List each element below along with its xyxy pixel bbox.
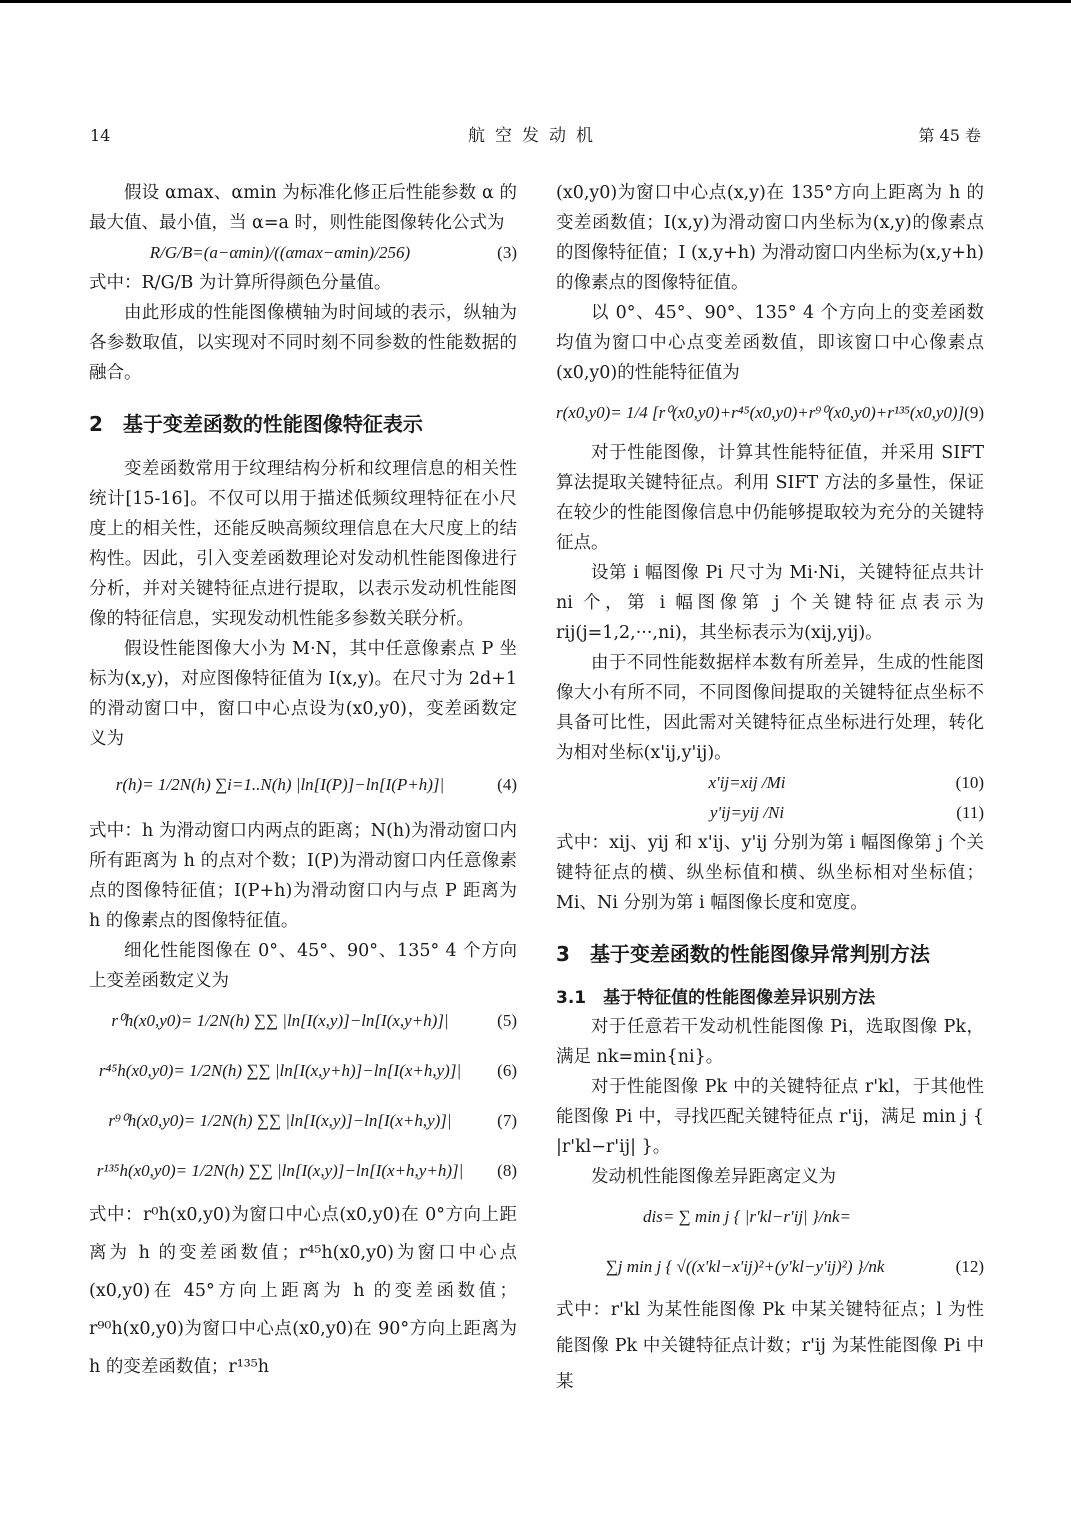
equation-10	[556, 768, 984, 798]
equation-6	[89, 1046, 517, 1096]
paragraph: 由此形成的性能图像横轴为时间域的表示，纵轴为各参数取值，以实现对不同时刻不同参数的性能数据的融合。	[89, 303, 517, 383]
equation-number: (5)	[497, 1011, 517, 1030]
equation-number: (3)	[497, 243, 517, 262]
paragraph: 以 0°、45°、90°、135° 4 个方向上的变差函数均值为窗口中心点变差函数值，即该窗口中心像素点(x0,y0)的性能特征值为	[556, 303, 984, 383]
equation-body: dis= ∑ min j { |r'kl−r'ij| }/nk=	[642, 1207, 852, 1226]
paragraph: 发动机性能图像差异距离定义为	[591, 1167, 836, 1187]
paragraph: 变差函数常用于纹理结构分析和纹理信息的相关性统计[15-16]。不仅可以用于描述低频纹理特征在小尺度上的相关性，还能反映高频纹理信息在大尺度上的结构性。因此，引入变差函数理论对发动机性能图像进行分析，并对关键特征点进行提取，以表示发动机性能图像的特征信息，实现发动机性能多参数关联分析。	[89, 459, 517, 629]
paragraph: 式中：R/G/B 为计算所得颜色分量值。	[89, 273, 392, 293]
top-rule	[0, 0, 1071, 3]
section-heading: 2 基于变差函数的性能图像特征表示	[89, 412, 423, 436]
subsection-heading: 3.1 基于特征值的性能图像差异识别方法	[556, 988, 876, 1008]
paragraph: 对于性能图像 Pk 中的关键特征点 r'kl，于其他性能图像 Pi 中，寻找匹配关键特征点 r'ij，满足 min j { |r'kl−r'ij| }。	[556, 1077, 984, 1157]
equation-body: r(x0,y0)= 1/4 [r⁰(x0,y0)+r⁴⁵(x0,y0)+r⁹⁰(x0,y0)+r¹³⁵(x0,y0)]	[556, 403, 965, 422]
equation-body: r⁰h(x0,y0)= 1/2N(h) ∑∑ |ln[I(x,y)]−ln[I(x,y+h)]|	[111, 1011, 449, 1030]
equation-5	[89, 996, 517, 1046]
equation-number: (9)	[964, 403, 984, 422]
left-column	[89, 178, 517, 1386]
paragraph: 假设性能图像大小为 M·N，其中任意像素点 P 坐标为(x,y)，对应图像特征值为 I(x,y)。在尺寸为 2d+1 的滑动窗口中，窗口中心点设为(x0,y0)，变差函数定义为	[89, 639, 517, 749]
equation-number: (4)	[497, 775, 517, 794]
paragraph: (x0,y0)为窗口中心点(x,y)在 135°方向上距离为 h 的变差函数值；I(x,y)为滑动窗口内坐标为(x,y)的像素点的图像特征值；I (x,y+h) 为滑动窗口内坐标为(x,y+h)的像素点的图像特征值。	[556, 183, 984, 293]
paragraph: 式中：h 为滑动窗口内两点的距离；N(h)为滑动窗口内所有距离为 h 的点对个数；I(P)为滑动窗口内任意像素点的图像特征值；I(P+h)为滑动窗口内与点 P 距离为 h 的像素点的图像特征值。	[89, 821, 517, 931]
equation-12b	[556, 1242, 984, 1292]
equation-body: y'ij=yij /Ni	[709, 803, 785, 822]
equation-number: (8)	[497, 1161, 517, 1180]
paragraph: 假设 αmax、αmin 为标准化修正后性能参数 α 的最大值、最小值，当 α=a 时，则性能图像转化公式为	[89, 183, 517, 233]
equation-number: (12)	[955, 1257, 984, 1276]
equation-body: ∑j min j { √((x'kl−x'ij)²+(y'kl−y'ij)²) }/nk	[605, 1257, 885, 1276]
paragraph: 式中：r'kl 为某性能图像 Pk 中某关键特征点；l 为性能图像 Pk 中关键特征点计数；r'ij 为某性能图像 Pi 中某	[556, 1300, 984, 1392]
equation-4	[89, 754, 517, 816]
equation-8	[89, 1146, 517, 1196]
equation-body: r(h)= 1/2N(h) ∑i=1..N(h) |ln[I(P)]−ln[I(P+h)]|	[115, 775, 445, 794]
equation-number: (7)	[497, 1111, 517, 1130]
equation-number: (10)	[955, 773, 984, 792]
equation-3	[89, 238, 517, 268]
equation-7	[89, 1096, 517, 1146]
paragraph: 细化性能图像在 0°、45°、90°、135° 4 个方向上变差函数定义为	[89, 941, 517, 991]
equation-body: r⁹⁰h(x0,y0)= 1/2N(h) ∑∑ |ln[I(x,y)]−ln[I(x+h,y)]|	[108, 1111, 452, 1130]
equation-body: x'ij=xij /Mi	[708, 773, 786, 792]
equation-9	[556, 388, 984, 438]
right-column	[556, 178, 984, 1400]
paragraph: 由于不同性能数据样本数有所差异，生成的性能图像大小有所不同，不同图像间提取的关键特征点坐标不具备可比性，因此需对关键特征点坐标进行处理，转化为相对坐标(x'ij,y'ij)。	[556, 653, 984, 763]
paragraph: 式中：r⁰h(x0,y0)为窗口中心点(x0,y0)在 0°方向上距离为 h 的变差函数值；r⁴⁵h(x0,y0)为窗口中心点(x0,y0)在 45°方向上距离为 h 的变差函数值；r⁹⁰h(x0,y0)为窗口中心点(x0,y0)在 90°方向上距离为 h 的变差函数值；r¹³⁵h	[89, 1205, 517, 1377]
equation-12a	[556, 1192, 984, 1242]
paragraph: 式中：xij、yij 和 x'ij、y'ij 分别为第 i 幅图像第 j 个关键特征点的横、纵坐标值和横、纵坐标相对坐标值；Mi、Ni 分别为第 i 幅图像长度和宽度。	[556, 833, 984, 913]
paragraph: 对于性能图像，计算其性能特征值，并采用 SIFT 算法提取关键特征点。利用 SIFT 方法的多量性，保证在较少的性能图像信息中仍能够提取较为充分的关键特征点。	[556, 443, 984, 553]
equation-body: r⁴⁵h(x0,y0)= 1/2N(h) ∑∑ |ln[I(x,y+h)]−ln[I(x+h,y)]|	[98, 1061, 462, 1080]
section-heading: 3 基于变差函数的性能图像异常判别方法	[556, 942, 930, 966]
paragraph: 对于任意若干发动机性能图像 Pi，选取图像 Pk，满足 nk=min{ni}。	[556, 1017, 985, 1067]
equation-11	[556, 798, 984, 828]
equation-body: r¹³⁵h(x0,y0)= 1/2N(h) ∑∑ |ln[I(x,y)]−ln[I(x+h,y+h)]|	[96, 1161, 464, 1180]
journal-title: 航空发动机	[468, 126, 603, 146]
equation-body: R/G/B=(a−αmin)/((αmax−αmin)/256)	[149, 243, 411, 262]
equation-number: (11)	[956, 803, 984, 822]
page-number: 14	[90, 126, 111, 145]
volume-label: 第 45 卷	[918, 126, 981, 145]
paragraph: 设第 i 幅图像 Pi 尺寸为 Mi·Ni，关键特征点共计 ni 个，第 i 幅图像第 j 个关键特征点表示为 rij(j=1,2,···,ni)，其坐标表示为(xij,yij)。	[556, 563, 984, 643]
equation-number: (6)	[497, 1061, 517, 1080]
